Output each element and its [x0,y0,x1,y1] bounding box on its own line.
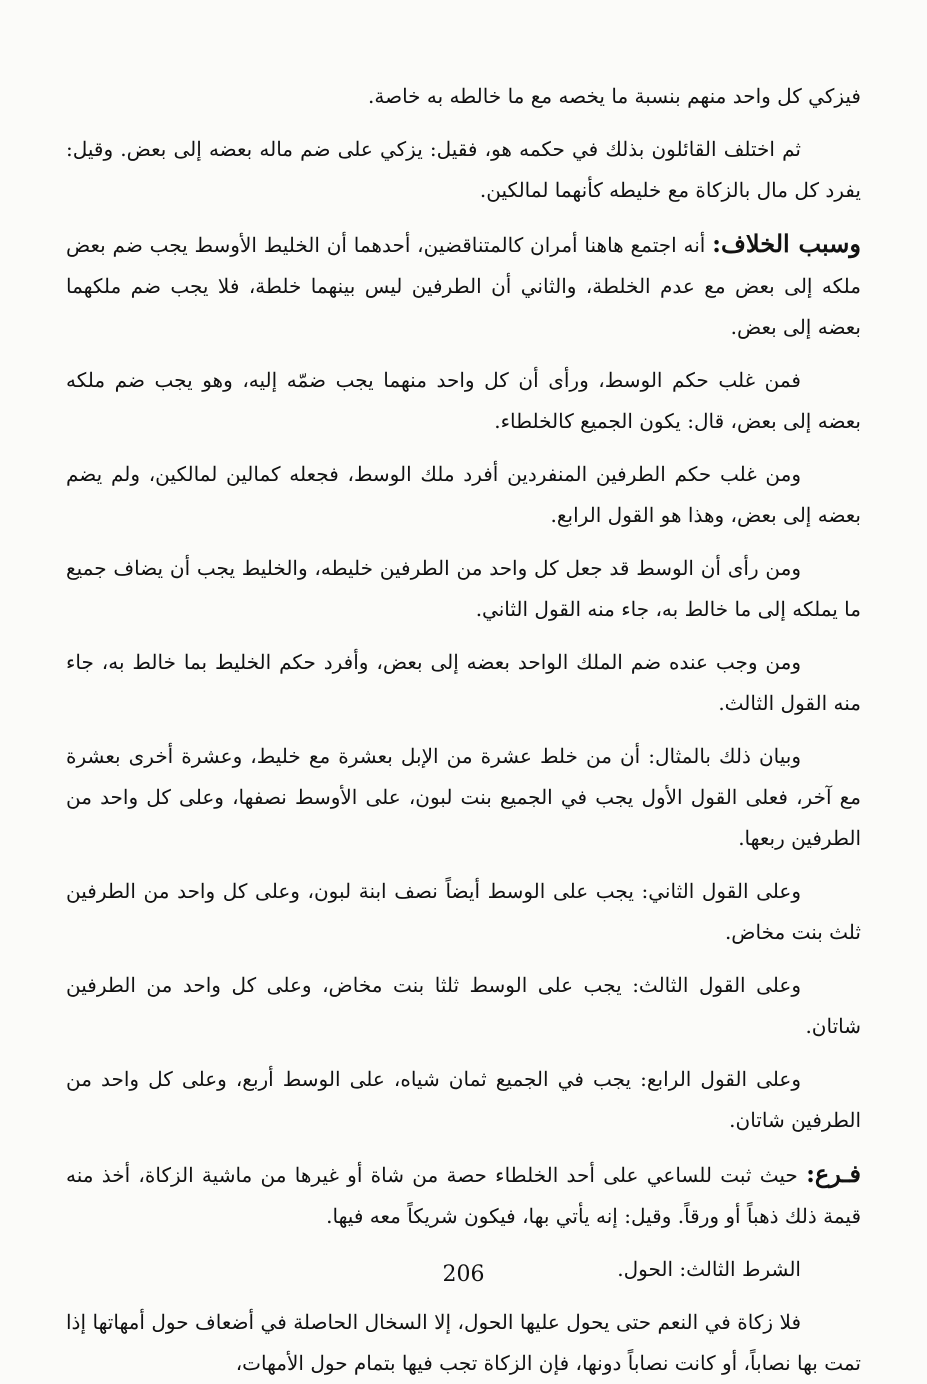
section-heading: وسبب الخلاف: [712,229,861,258]
paragraph: ومن رأى أن الوسط قد جعل كل واحد من الطرفين خليطه، والخليط يجب أن يضاف جميع ما يملكه إلى ما خالط به، جاء منه القول الثاني. [66,556,861,621]
paragraph-reason-of-dispute: وسبب الخلاف: أنه اجتمع هاهنا أمران كالمتناقضين، أحدهما أن الخليط الأوسط يجب ضم بعض ملكه إلى بعض مع عدم الخلطة، والثاني أن الطرفين ليس بينهما خلطة، فلا يجب ضم ملكهما بعضه إلى بعض. [66,229,861,339]
paragraph-branch: فـرع: حيث ثبت للساعي على أحد الخلطاء حصة من شاة أو غيرها من ماشية الزكاة، أخذ منه قيمة ذلك ذهباً أو ورقاً. وقيل: إنه يأتي بها، فيكون شريكاً معه فيها. [66,1159,861,1228]
paragraph: فمن غلب حكم الوسط، ورأى أن كل واحد منهما يجب ضمّه إليه، وهو يجب ضم ملكه بعضه إلى بعض، قال: يكون الجميع كالخلطاء. [66,368,861,433]
paragraph: ومن غلب حكم الطرفين المنفردين أفرد ملك الوسط، فجعله كمالين لمالكين، ولم يضم بعضه إلى بعض، وهذا هو القول الرابع. [66,462,861,527]
paragraph: وعلى القول الثاني: يجب على الوسط أيضاً نصف ابنة لبون، وعلى كل واحد من الطرفين ثلث بنت مخاض. [66,879,861,944]
paragraph: وعلى القول الرابع: يجب في الجميع ثمان شياه، على الوسط أربع، وعلى كل واحد من الطرفين شاتان. [66,1067,861,1132]
body-text [66,76,861,1384]
paragraph: فيزكي كل واحد منهم بنسبة ما يخصه مع ما خالطه به خاصة. [368,84,861,108]
paragraph: الشرط الثالث: الحول. [617,1257,801,1281]
page-number: 206 [442,1262,485,1287]
section-heading: فـرع: [806,1159,861,1188]
paragraph: ثم اختلف القائلون بذلك في حكمه هو، فقيل: يزكي على ضم ماله بعضه إلى بعض. وقيل: يفرد كل مال بالزكاة مع خليطه كأنهما لمالكين. [66,137,861,202]
paragraph: وبيان ذلك بالمثال: أن من خلط عشرة من الإبل بعشرة مع خليط، وعشرة أخرى بعشرة مع آخر، فعلى القول الأول يجب في الجميع بنت لبون، على الأوسط نصفها، وعلى كل واحد من الطرفين ربعها. [66,744,861,850]
paragraph: ومن وجب عنده ضم الملك الواحد بعضه إلى بعض، وأفرد حكم الخليط بما خالط به، جاء منه القول الثالث. [66,650,861,715]
paragraph: فلا زكاة في النعم حتى يحول عليها الحول، إلا السخال الحاصلة في أضعاف حول أمهاتها إذا تمت بها نصاباً، أو كانت نصاباً دونها، فإن الزكاة تجب فيها بتمام حول الأمهات، [66,1310,861,1375]
paragraph: وعلى القول الثالث: يجب على الوسط ثلثا بنت مخاض، وعلى كل واحد من الطرفين شاتان. [66,973,861,1038]
